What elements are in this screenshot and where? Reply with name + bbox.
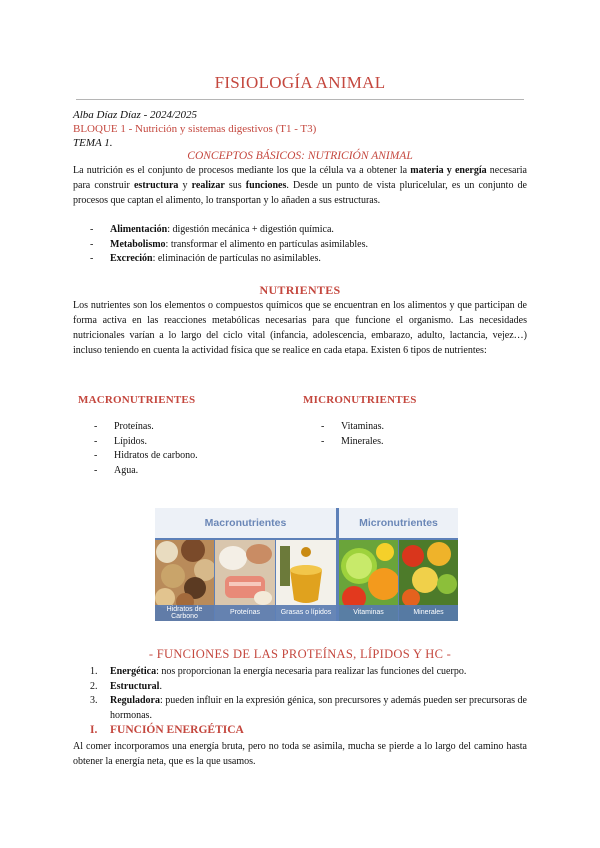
list-item: - Proteínas. [94,420,198,435]
proteins-tile [215,540,275,621]
fats-tile [276,540,336,621]
intro-paragraph: La nutrición es el conjunto de procesos mediante los que la célula va a obtener la materia y energía necesaria para construir estructura y realizar sus funciones. Desde un punto de vista pluricelular, es un conjunto de procesos que captan el alimento, lo transportan y lo añaden a sus estructuras. [73,165,527,206]
tile-label: Hidratos de Carbono [155,605,214,621]
list-item: 3. Reguladora: pueden influir en la expresión génica, son precursores y además pueden ser precursoras de hormonas. [90,695,527,721]
document-title: FISIOLOGÍA ANIMAL [214,73,386,92]
minerals-tile [399,540,458,621]
tema-line: TEMA 1. [73,137,113,149]
nutrientes-paragraph: Los nutrientes son los elementos o compuestos químicos que se encuentran en los alimentos y que participan de forma activa en las reacciones metabólicas necesarias para que funcione el organismo. Las necesidades nutricionales varían a lo largo del ciclo vital (infancia, adolescencia, embarazo, adulto, lactancia, vejez…) incluso teniendo en cuenta la actividad física que se realice en cada etapa. Existen 6 tipos de nutrientes: [73,300,527,356]
bloque-line: BLOQUE 1 - Nutrición y sistemas digestivos (T1 - T3) [73,123,317,135]
vitamins-tile [339,540,398,621]
section-subtitle: CONCEPTOS BÁSICOS: NUTRICIÓN ANIMAL [187,150,413,162]
nutrientes-heading: NUTRIENTES [259,283,341,297]
tile-label: Proteínas [215,605,275,621]
list-item: 2. Estructural. [90,680,162,692]
macronutrientes-heading: MACRONUTRIENTES [78,394,196,406]
energetica-paragraph: Al comer incorporamos una energía bruta, pero no toda se asimila, mucha se pierde a lo largo del camino hasta obtener la energía neta, que es la que usamos. [73,741,527,767]
tile-label: Grasas o lípidos [276,605,336,621]
carbohydrates-tile [155,540,214,621]
infographic-micro-header: Micronutrientes [339,508,458,538]
funciones-heading: - FUNCIONES DE LAS PROTEÍNAS, LÍPIDOS Y HC - [148,647,452,661]
micronutrientes-heading: MICRONUTRIENTES [303,394,417,406]
nutrients-infographic [155,508,458,621]
list-item: - Metabolismo: transformar el alimento en partículas asimilables. [90,238,368,253]
list-item: - Minerales. [321,435,384,450]
funcion-energetica-heading: I. FUNCIÓN ENERGÉTICA [90,724,244,736]
list-item: - Agua. [94,464,198,479]
infographic-macro-header: Macronutrientes [155,508,336,538]
list-item: - Vitaminas. [321,420,384,435]
micronutrientes-list [321,420,384,449]
tile-label: Vitaminas [339,605,398,621]
macronutrientes-list [94,420,198,478]
list-item: 1. Energética: nos proporcionan la energía necesaria para realizar las funciones del cuerpo. [90,666,467,677]
list-item: - Hidratos de carbono. [94,449,198,464]
author-line: Alba Díaz Díaz - 2024/2025 [73,109,198,121]
list-item: - Alimentación: digestión mecánica + digestión química. [90,223,368,238]
funciones-list [90,665,527,723]
title-divider [76,99,524,100]
process-list [90,223,368,267]
tile-label: Minerales [399,605,458,621]
list-item: - Lípidos. [94,435,198,450]
list-item: - Excreción: eliminación de partículas no asimilables. [90,252,368,267]
